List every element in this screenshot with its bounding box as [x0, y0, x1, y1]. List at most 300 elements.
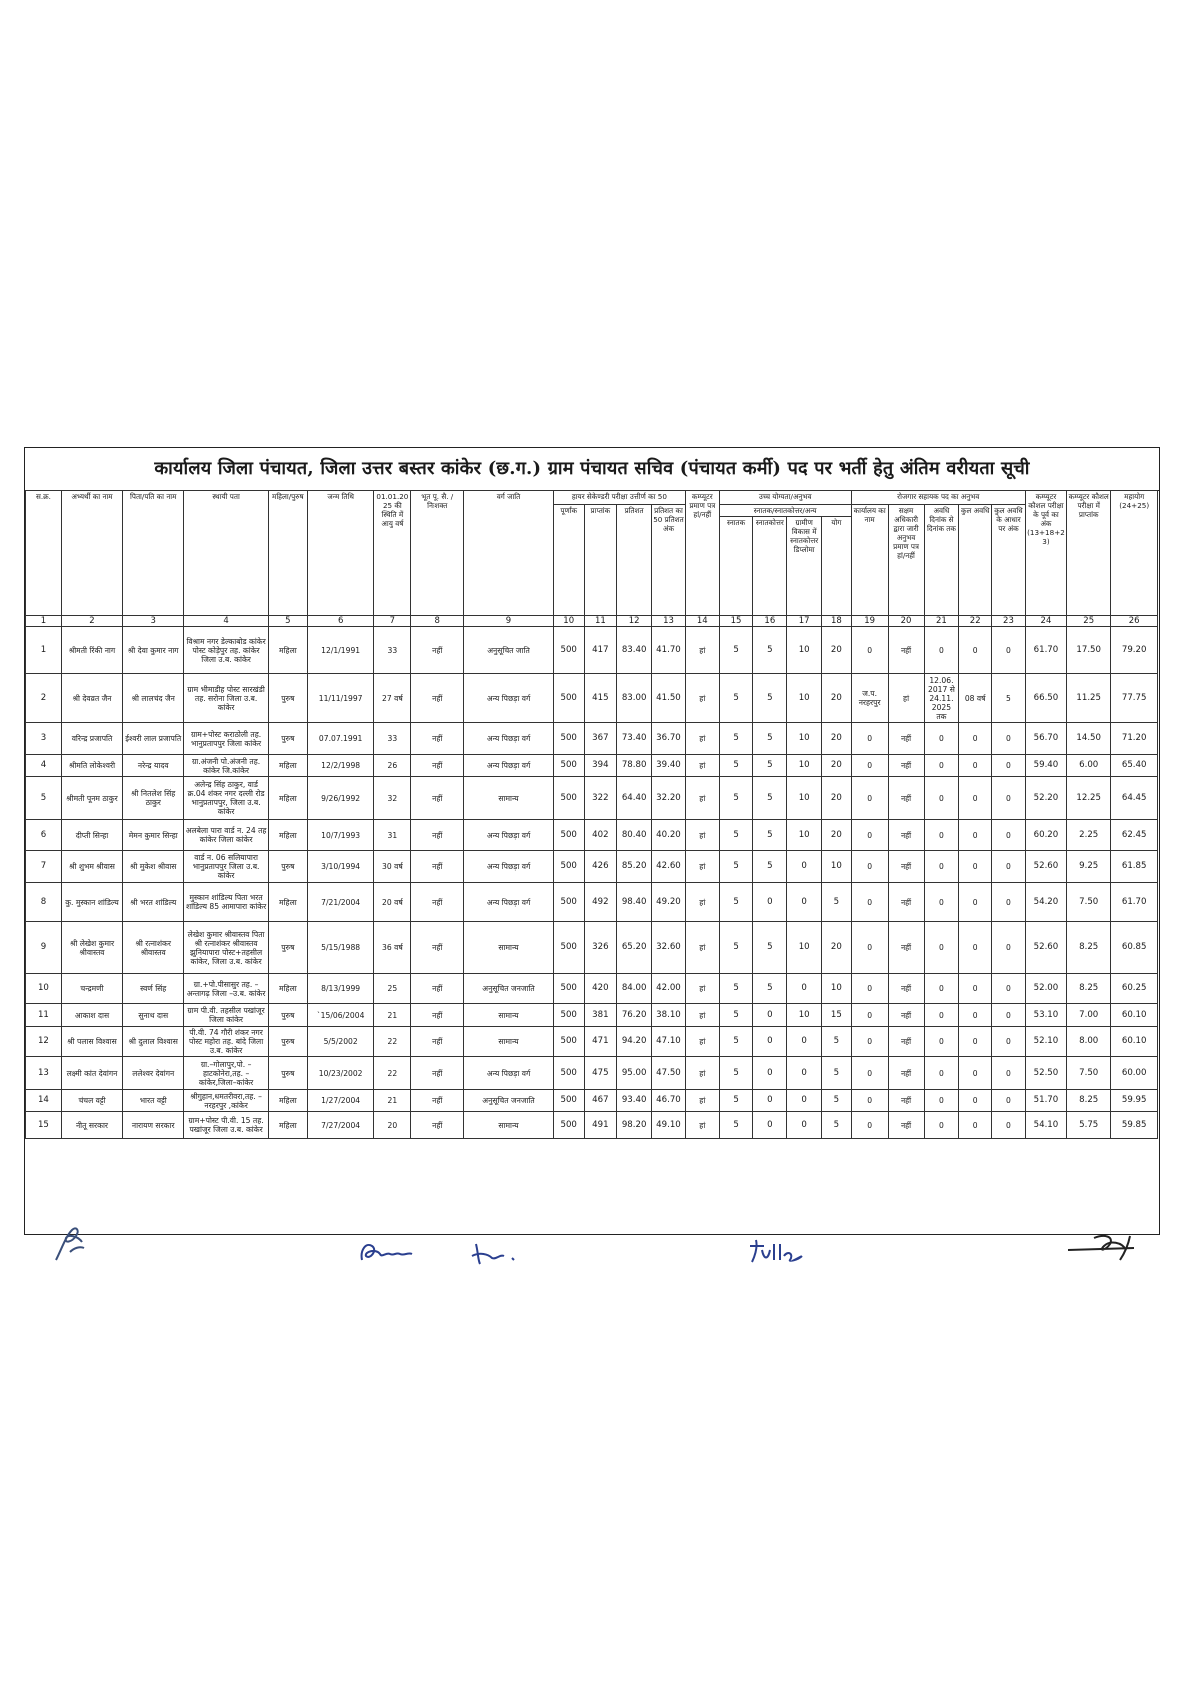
header-exp-office: कार्यालय का नाम [851, 505, 888, 616]
cell-exservice: नहीं [411, 820, 464, 851]
cell-edu-rural: 0 [787, 1112, 822, 1139]
table-row [26, 674, 1158, 723]
cell-exp-marks: 0 [992, 627, 1026, 674]
cell-address: ग्राम+पोस्ट कराठोली तह. भानुप्रतापपुर जिला कांकेर [184, 723, 268, 755]
column-number: 17 [787, 616, 822, 627]
cell-edu-rural: 0 [787, 974, 822, 1004]
cell-exp-period: 0 [924, 851, 959, 883]
cell-address: ग्रा.–गोलापुर,पो. –हाटकोनेरा,तह. –कांकेर,जिला–कांकेर [184, 1057, 268, 1090]
cell-computer-cert: हां [685, 755, 719, 777]
cell-hs-obtained: 467 [584, 1090, 617, 1112]
cell-exservice: नहीं [411, 974, 464, 1004]
cell-pre-total: 56.70 [1025, 723, 1066, 755]
cell-edu-grad: 5 [719, 755, 753, 777]
cell-computer-obtained: 8.00 [1067, 1027, 1111, 1057]
column-number: 20 [888, 616, 924, 627]
cell-hs-half: 42.60 [652, 851, 686, 883]
cell-exp-office: ज.प. नरहरपुर [851, 674, 888, 723]
cell-father: मेमन कुमार सिन्हा [123, 820, 184, 851]
header-edu-group: उच्च योग्यता/अनुभव [719, 491, 851, 505]
cell-exp-total: 0 [959, 755, 992, 777]
cell-hs-full: 500 [553, 674, 584, 723]
cell-pre-total: 52.10 [1025, 1027, 1066, 1057]
cell-computer-obtained: 11.25 [1067, 674, 1111, 723]
column-number: 14 [685, 616, 719, 627]
cell-grand-total: 65.40 [1111, 755, 1158, 777]
cell-sn: 13 [26, 1057, 62, 1090]
cell-name: श्रीमती पूनम ठाकुर [61, 777, 122, 820]
cell-edu-grad: 5 [719, 777, 753, 820]
cell-name: नीतू सरकार [61, 1112, 122, 1139]
cell-caste: अनुसूचित जनजाति [464, 974, 554, 1004]
cell-dob: 3/10/1994 [307, 851, 374, 883]
signature-4 [744, 1236, 808, 1266]
column-number: 3 [123, 616, 184, 627]
cell-edu-pg: 5 [753, 851, 787, 883]
cell-hs-obtained: 322 [584, 777, 617, 820]
cell-edu-rural: 10 [787, 922, 822, 974]
cell-exservice: नहीं [411, 777, 464, 820]
column-number: 15 [719, 616, 753, 627]
cell-pre-total: 52.20 [1025, 777, 1066, 820]
cell-exp-office: 0 [851, 777, 888, 820]
cell-sn: 2 [26, 674, 62, 723]
cell-hs-percent: 65.20 [617, 922, 652, 974]
cell-hs-obtained: 492 [584, 883, 617, 922]
cell-hs-half: 39.40 [652, 755, 686, 777]
cell-exp-cert: नहीं [888, 974, 924, 1004]
cell-edu-pg: 5 [753, 755, 787, 777]
cell-exp-period: 0 [924, 755, 959, 777]
cell-caste: अन्य पिछड़ा वर्ग [464, 883, 554, 922]
cell-name: श्रीमती रिंकी नाग [61, 627, 122, 674]
header-exp-marks: कुल अवधि के आधार पर अंक [992, 505, 1026, 616]
column-number: 21 [924, 616, 959, 627]
cell-edu-grad: 5 [719, 1004, 753, 1027]
cell-dob: 11/11/1997 [307, 674, 374, 723]
cell-computer-cert: हां [685, 674, 719, 723]
cell-father: ललेश्वर देवांगन [123, 1057, 184, 1090]
cell-computer-cert: हां [685, 723, 719, 755]
cell-hs-half: 32.20 [652, 777, 686, 820]
cell-sn: 1 [26, 627, 62, 674]
cell-hs-full: 500 [553, 1112, 584, 1139]
cell-edu-total: 20 [822, 820, 852, 851]
table-row [26, 755, 1158, 777]
cell-edu-pg: 5 [753, 922, 787, 974]
cell-father: श्री भरत शांडिल्य [123, 883, 184, 922]
cell-father: भारत वट्टी [123, 1090, 184, 1112]
cell-caste: सामान्य [464, 1004, 554, 1027]
header-exp-cert: सक्षम अधिकारी द्वारा जारी अनुभव प्रमाण पत्र हां/नहीं [888, 505, 924, 616]
cell-exp-total: 0 [959, 883, 992, 922]
cell-father: स्वर्ण सिंह [123, 974, 184, 1004]
cell-edu-total: 10 [822, 974, 852, 1004]
cell-edu-grad: 5 [719, 627, 753, 674]
cell-edu-pg: 5 [753, 820, 787, 851]
table-row [26, 851, 1158, 883]
cell-exp-cert: नहीं [888, 820, 924, 851]
cell-exp-office: 0 [851, 1090, 888, 1112]
cell-hs-full: 500 [553, 974, 584, 1004]
cell-edu-rural: 0 [787, 1057, 822, 1090]
cell-father: ईश्वरी लाल प्रजापति [123, 723, 184, 755]
cell-exp-office: 0 [851, 723, 888, 755]
cell-edu-grad: 5 [719, 723, 753, 755]
cell-dob: 07.07.1991 [307, 723, 374, 755]
cell-exp-total: 0 [959, 1027, 992, 1057]
cell-grand-total: 71.20 [1111, 723, 1158, 755]
cell-edu-rural: 0 [787, 883, 822, 922]
cell-hs-obtained: 381 [584, 1004, 617, 1027]
document-title: कार्यालय जिला पंचायत, जिला उत्तर बस्तर कांकेर (छ.ग.) ग्राम पंचायत सचिव (पंचायत कर्मी) पद पर भर्ती हेतु अंतिम वरीयता सूची [25, 448, 1159, 491]
cell-gender: पुरुष [268, 922, 307, 974]
header-dob: जन्म तिथि [307, 491, 374, 616]
cell-exp-marks: 5 [992, 674, 1026, 723]
cell-grand-total: 60.00 [1111, 1057, 1158, 1090]
cell-address: लेखेश कुमार श्रीवास्तव पिता श्री रत्नाशंकर श्रीवास्तव झुनियापारा पोस्ट+तहसील कांकेर, जिला उ.ब. कांकेर [184, 922, 268, 974]
column-number: 2 [61, 616, 122, 627]
header-exp-total: कुल अवधि [959, 505, 992, 616]
cell-caste: सामान्य [464, 777, 554, 820]
column-number: 11 [584, 616, 617, 627]
cell-hs-half: 42.00 [652, 974, 686, 1004]
cell-hs-obtained: 420 [584, 974, 617, 1004]
cell-edu-grad: 5 [719, 974, 753, 1004]
cell-hs-half: 47.10 [652, 1027, 686, 1057]
cell-exp-office: 0 [851, 883, 888, 922]
cell-exp-cert: नहीं [888, 922, 924, 974]
cell-gender: महिला [268, 883, 307, 922]
cell-hs-percent: 80.40 [617, 820, 652, 851]
cell-father: श्री मुकेश श्रीवास [123, 851, 184, 883]
cell-hs-obtained: 326 [584, 922, 617, 974]
cell-father: श्री रत्नाशंकर श्रीवास्तव [123, 922, 184, 974]
cell-exservice: नहीं [411, 723, 464, 755]
cell-hs-full: 500 [553, 1090, 584, 1112]
cell-age: 25 [374, 974, 411, 1004]
cell-dob: 8/13/1999 [307, 974, 374, 1004]
cell-exp-cert: हां [888, 674, 924, 723]
header-computer-cert: कम्प्यूटर प्रमाण पत्र हां/नहीं [685, 491, 719, 616]
cell-exp-cert: नहीं [888, 627, 924, 674]
cell-gender: महिला [268, 1112, 307, 1139]
cell-father: श्री नितलेश सिंह ठाकुर [123, 777, 184, 820]
cell-pre-total: 51.70 [1025, 1090, 1066, 1112]
cell-age: 31 [374, 820, 411, 851]
cell-edu-total: 20 [822, 723, 852, 755]
header-name: अभ्यर्थी का नाम [61, 491, 122, 616]
cell-edu-total: 20 [822, 922, 852, 974]
cell-pre-total: 52.60 [1025, 851, 1066, 883]
cell-edu-total: 5 [822, 1112, 852, 1139]
cell-exp-period: 0 [924, 777, 959, 820]
header-caste: वर्ग जाति [464, 491, 554, 616]
cell-pre-total: 52.00 [1025, 974, 1066, 1004]
cell-grand-total: 60.85 [1111, 922, 1158, 974]
cell-pre-total: 53.10 [1025, 1004, 1066, 1027]
cell-caste: अन्य पिछड़ा वर्ग [464, 674, 554, 723]
cell-edu-grad: 5 [719, 820, 753, 851]
column-number: 6 [307, 616, 374, 627]
cell-computer-cert: हां [685, 1090, 719, 1112]
cell-edu-rural: 10 [787, 755, 822, 777]
merit-list-sheet [24, 447, 1160, 1235]
cell-edu-grad: 5 [719, 1090, 753, 1112]
cell-hs-full: 500 [553, 723, 584, 755]
cell-exp-total: 08 वर्ष [959, 674, 992, 723]
cell-edu-pg: 0 [753, 1004, 787, 1027]
cell-computer-obtained: 8.25 [1067, 974, 1111, 1004]
cell-exp-period: 0 [924, 974, 959, 1004]
cell-computer-obtained: 7.50 [1067, 1057, 1111, 1090]
cell-exservice: नहीं [411, 1027, 464, 1057]
cell-edu-rural: 0 [787, 851, 822, 883]
cell-gender: महिला [268, 974, 307, 1004]
column-number: 4 [184, 616, 268, 627]
cell-exp-marks: 0 [992, 883, 1026, 922]
cell-father: श्री लालचंद जैन [123, 674, 184, 723]
cell-age: 21 [374, 1004, 411, 1027]
cell-hs-half: 41.70 [652, 627, 686, 674]
cell-name: वरिन्द्र प्रजापति [61, 723, 122, 755]
cell-hs-percent: 98.20 [617, 1112, 652, 1139]
cell-exp-office: 0 [851, 820, 888, 851]
header-edu-grad: स्नातक [719, 517, 753, 616]
cell-gender: महिला [268, 820, 307, 851]
column-number: 22 [959, 616, 992, 627]
cell-grand-total: 60.10 [1111, 1027, 1158, 1057]
cell-exp-office: 0 [851, 1004, 888, 1027]
cell-exp-marks: 0 [992, 723, 1026, 755]
cell-age: 27 वर्ष [374, 674, 411, 723]
cell-dob: 10/7/1993 [307, 820, 374, 851]
cell-father: श्री देवा कुमार नाग [123, 627, 184, 674]
cell-sn: 11 [26, 1004, 62, 1027]
cell-hs-percent: 94.20 [617, 1027, 652, 1057]
cell-sn: 9 [26, 922, 62, 974]
cell-edu-total: 5 [822, 1090, 852, 1112]
cell-edu-total: 20 [822, 674, 852, 723]
cell-computer-obtained: 7.00 [1067, 1004, 1111, 1027]
cell-exp-cert: नहीं [888, 1027, 924, 1057]
cell-exp-office: 0 [851, 974, 888, 1004]
column-number: 16 [753, 616, 787, 627]
cell-computer-cert: हां [685, 851, 719, 883]
cell-hs-half: 38.10 [652, 1004, 686, 1027]
signature-1 [48, 1222, 94, 1264]
cell-grand-total: 61.85 [1111, 851, 1158, 883]
cell-edu-grad: 5 [719, 922, 753, 974]
signature-5 [1064, 1228, 1148, 1264]
cell-exp-total: 0 [959, 1057, 992, 1090]
cell-grand-total: 62.45 [1111, 820, 1158, 851]
cell-hs-percent: 84.00 [617, 974, 652, 1004]
cell-exp-total: 0 [959, 922, 992, 974]
cell-computer-obtained: 2.25 [1067, 820, 1111, 851]
cell-grand-total: 60.10 [1111, 1004, 1158, 1027]
cell-gender: पुरुष [268, 674, 307, 723]
cell-exp-office: 0 [851, 1112, 888, 1139]
cell-computer-obtained: 9.25 [1067, 851, 1111, 883]
table-row [26, 1027, 1158, 1057]
cell-pre-total: 52.50 [1025, 1057, 1066, 1090]
cell-gender: पुरुष [268, 1057, 307, 1090]
cell-hs-full: 500 [553, 777, 584, 820]
cell-gender: महिला [268, 1090, 307, 1112]
cell-dob: 12/1/1991 [307, 627, 374, 674]
cell-gender: पुरुष [268, 1004, 307, 1027]
cell-edu-grad: 5 [719, 1057, 753, 1090]
cell-edu-total: 15 [822, 1004, 852, 1027]
cell-caste: अनुसूचित जनजाति [464, 1090, 554, 1112]
cell-pre-total: 54.20 [1025, 883, 1066, 922]
cell-gender: पुरुष [268, 723, 307, 755]
cell-name: श्री पलास विश्वास [61, 1027, 122, 1057]
cell-hs-obtained: 402 [584, 820, 617, 851]
cell-father: सुनाथ दास [123, 1004, 184, 1027]
cell-computer-obtained: 6.00 [1067, 755, 1111, 777]
cell-hs-half: 32.60 [652, 922, 686, 974]
cell-grand-total: 60.25 [1111, 974, 1158, 1004]
cell-computer-obtained: 5.75 [1067, 1112, 1111, 1139]
cell-dob: `15/06/2004 [307, 1004, 374, 1027]
column-number: 5 [268, 616, 307, 627]
header-grand-total: महायोग (24+25) [1111, 491, 1158, 616]
table-row [26, 627, 1158, 674]
cell-edu-total: 5 [822, 883, 852, 922]
cell-dob: 7/21/2004 [307, 883, 374, 922]
cell-exp-office: 0 [851, 1027, 888, 1057]
cell-exp-marks: 0 [992, 777, 1026, 820]
header-exp-group: रोजगार सहायक पद का अनुभव [851, 491, 1025, 505]
cell-address: ग्राम+पोस्ट पी.वी. 15 तह. पखांजूर जिला उ.ब. कांकेर [184, 1112, 268, 1139]
cell-exp-total: 0 [959, 777, 992, 820]
cell-hs-full: 500 [553, 1027, 584, 1057]
cell-hs-full: 500 [553, 922, 584, 974]
cell-exp-cert: नहीं [888, 1004, 924, 1027]
cell-edu-pg: 5 [753, 777, 787, 820]
cell-exp-period: 0 [924, 1027, 959, 1057]
cell-name: कु. मुस्कान शांडिल्य [61, 883, 122, 922]
cell-name: श्रीमति लोकेश्वरी [61, 755, 122, 777]
column-number: 26 [1111, 616, 1158, 627]
cell-age: 26 [374, 755, 411, 777]
cell-exp-period: 0 [924, 1090, 959, 1112]
cell-hs-percent: 76.20 [617, 1004, 652, 1027]
cell-gender: महिला [268, 755, 307, 777]
header-sn: स.क्र. [26, 491, 62, 616]
cell-address: मुस्कान शांडिल्य पिता भरत शांडिल्य 85 आमापारा कांकेर [184, 883, 268, 922]
cell-father: नारायण सरकार [123, 1112, 184, 1139]
cell-edu-pg: 0 [753, 1057, 787, 1090]
column-number: 19 [851, 616, 888, 627]
cell-exp-cert: नहीं [888, 1057, 924, 1090]
cell-edu-rural: 0 [787, 1027, 822, 1057]
cell-sn: 10 [26, 974, 62, 1004]
cell-hs-obtained: 491 [584, 1112, 617, 1139]
cell-hs-full: 500 [553, 1004, 584, 1027]
cell-hs-obtained: 417 [584, 627, 617, 674]
cell-grand-total: 59.85 [1111, 1112, 1158, 1139]
cell-grand-total: 79.20 [1111, 627, 1158, 674]
cell-exp-period: 0 [924, 1057, 959, 1090]
cell-caste: अन्य पिछड़ा वर्ग [464, 755, 554, 777]
cell-caste: अन्य पिछड़ा वर्ग [464, 820, 554, 851]
table-row [26, 883, 1158, 922]
cell-father: नरेन्द्र यादव [123, 755, 184, 777]
cell-age: 20 वर्ष [374, 883, 411, 922]
cell-caste: सामान्य [464, 1027, 554, 1057]
header-hs-full: पूर्णांक [553, 505, 584, 616]
cell-exp-period: 0 [924, 1004, 959, 1027]
cell-pre-total: 66.50 [1025, 674, 1066, 723]
cell-exservice: नहीं [411, 1057, 464, 1090]
cell-address: ग्राम भीमाडीह पोस्ट सारखंडी तह. सरोना जिला उ.ब. कांकेर [184, 674, 268, 723]
cell-exp-total: 0 [959, 1090, 992, 1112]
cell-grand-total: 77.75 [1111, 674, 1158, 723]
cell-hs-obtained: 367 [584, 723, 617, 755]
column-number: 7 [374, 616, 411, 627]
cell-hs-half: 40.20 [652, 820, 686, 851]
cell-age: 21 [374, 1090, 411, 1112]
header-father: पिता/पति का नाम [123, 491, 184, 616]
cell-hs-obtained: 475 [584, 1057, 617, 1090]
header-edu-rural: ग्रामीण विकास में स्नातकोत्तर डिप्लोमा [787, 517, 822, 616]
header-address: स्थायी पता [184, 491, 268, 616]
cell-edu-grad: 5 [719, 674, 753, 723]
cell-dob: 5/5/2002 [307, 1027, 374, 1057]
cell-edu-total: 20 [822, 755, 852, 777]
cell-exp-period: 0 [924, 723, 959, 755]
cell-age: 22 [374, 1057, 411, 1090]
cell-exservice: नहीं [411, 883, 464, 922]
cell-dob: 1/27/2004 [307, 1090, 374, 1112]
cell-edu-pg: 5 [753, 627, 787, 674]
table-header [26, 491, 1158, 627]
cell-age: 30 वर्ष [374, 851, 411, 883]
cell-sn: 4 [26, 755, 62, 777]
cell-hs-full: 500 [553, 755, 584, 777]
header-computer-obtained: कम्प्यूटर कौशल परीक्षा में प्राप्तांक [1067, 491, 1111, 616]
cell-exp-cert: नहीं [888, 851, 924, 883]
cell-exservice: नहीं [411, 755, 464, 777]
cell-exp-total: 0 [959, 1004, 992, 1027]
cell-edu-total: 10 [822, 851, 852, 883]
cell-computer-obtained: 17.50 [1067, 627, 1111, 674]
cell-sn: 15 [26, 1112, 62, 1139]
header-gender: महिला/पुरुष [268, 491, 307, 616]
cell-hs-percent: 95.00 [617, 1057, 652, 1090]
cell-address: विश्राम नगर डेल्काबोड कांकेर पोस्ट कोड़ेपुर तह. कांकेर जिला उ.ब. कांकेर [184, 627, 268, 674]
cell-hs-half: 41.50 [652, 674, 686, 723]
cell-sn: 8 [26, 883, 62, 922]
cell-exservice: नहीं [411, 1004, 464, 1027]
cell-edu-rural: 10 [787, 1004, 822, 1027]
cell-address: ग्रा.अंजनी पो.अंजनी तह. कांकेर जि.कांकेर [184, 755, 268, 777]
cell-edu-grad: 5 [719, 883, 753, 922]
cell-age: 36 वर्ष [374, 922, 411, 974]
cell-hs-half: 49.20 [652, 883, 686, 922]
cell-hs-obtained: 394 [584, 755, 617, 777]
cell-hs-obtained: 471 [584, 1027, 617, 1057]
cell-dob: 9/26/1992 [307, 777, 374, 820]
cell-sn: 3 [26, 723, 62, 755]
cell-exp-total: 0 [959, 627, 992, 674]
column-number: 12 [617, 616, 652, 627]
table-row [26, 922, 1158, 974]
cell-computer-cert: हां [685, 974, 719, 1004]
